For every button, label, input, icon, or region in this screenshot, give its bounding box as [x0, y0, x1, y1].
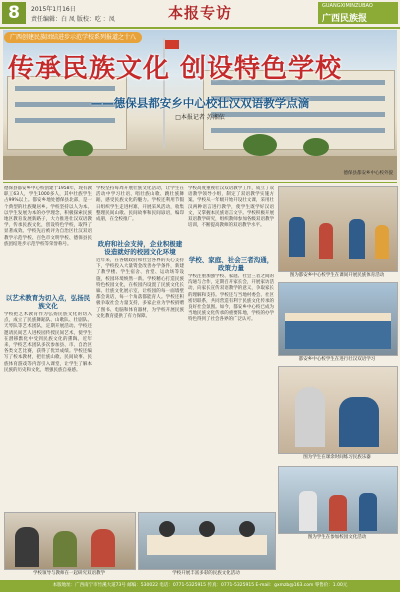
section-heading: 以艺术教育为切入点，弘扬民族文化	[5, 294, 91, 310]
figure	[319, 223, 333, 259]
caption-3: 图为学生在课余时间练习民族乐器	[303, 455, 371, 460]
header-divider	[0, 27, 400, 29]
divider	[3, 182, 397, 183]
section-heading: 政府和社会支持，企业积极建设造就好的校园文化环境	[97, 240, 183, 256]
schoolyard-ground	[3, 156, 397, 180]
photo-teachers	[4, 512, 136, 570]
students-row	[285, 319, 391, 349]
article-col-2b: 近年来，在各级政府和社会各界的关心支持下，学校投入大量资金改善办学条件，新建了教学楼、学生宿舍、食堂、运动场等设施，校园环境焕然一新。学校精心打造民族特色校园文化，在校园内设置了民族文化长廊、壮族文化展示室，让校园的每一面墙壁都会说话，每一个角落都能育人。学校还积极争取社会力量支持，多家企业为学校捐赠了图书、电脑和体育器材，为学校开展民族文化教育提供了有力保障。	[96, 258, 184, 319]
article-col-2: 学校坚持每周开展壮族文化活动，让学生在活动中学习壮语、唱壮族山歌、跳壮族舞蹈，感受民族文化的魅力。学校还利用节假日组织学生走进村寨，开展采风活动，收集整理民间山歌、民间故事和民间谚语，编印成册，在全校推广。	[96, 186, 184, 223]
desk-row	[285, 313, 391, 321]
caption-1: 图为都安乡中心校学生在课间开展民族体育活动	[289, 273, 385, 278]
article-col-3: 学校高度重视壮汉双语教学工作，成立了双语教学领导小组，制定了双语教学实施方案。学校从一年级开始开设壮文课，采用壮汉两种语言进行教学，使学生既学好汉语文，又掌握本民族语言文字。学校积极开展双语教学研究，组织教师参加各级双语教学培训，不断提高教师的双语教学水平。	[188, 186, 274, 229]
figure	[375, 225, 389, 259]
tree	[243, 134, 277, 156]
subheadline: ——德保县都安乡中心校壮汉双语教学点滴	[90, 96, 310, 110]
figure	[329, 495, 347, 531]
figure	[159, 521, 175, 537]
photo-campus-activity	[278, 466, 398, 534]
byline: □本报记者 苏湘依	[175, 114, 225, 121]
article-col-3b: 学校注重加强学校、家庭、社会三者之间的沟通与合作，定期召开家长会，开展家访活动，向家长宣传双语教学的意义，争取家长的理解和支持。学校还与当地村委会、社区密切联系，共同营造有利于民族文化传承的良好社会氛围。如今，都安乡中心校已成为当地民族文化传承的重要阵地，学校的办学特色得到了社会各界的广泛认可。	[188, 274, 274, 323]
section-title: 本报专访	[167, 4, 232, 22]
masthead-en: GUANGXIMINZUBAO	[322, 3, 373, 9]
photo-students-activity	[278, 186, 398, 272]
figure	[239, 521, 255, 537]
figure	[91, 529, 115, 567]
page-number: 8	[2, 2, 26, 24]
issue-date: 2015年1月16日	[31, 6, 76, 13]
article-col-1: 德保县都安乡中心校创建于1958年，现有教职工63人，学生1000多人，其中壮族学生占99%以上。都安乡地处德保县北部，是一个典型的壮族聚居乡。学校坚持以人为本、以学生发展为本的办学理念，积极探索民族地区教育发展新路子，大力推进壮汉双语教学，传承民族文化，创设特色学校，取得了显著成效。学校先后被评为自治区壮汉双语教学示范学校、百色市文明学校、德保县民族团结进步示范学校等荣誉称号。	[4, 186, 92, 247]
photo-music	[278, 366, 398, 454]
figure	[289, 217, 305, 257]
caption-5: 学校领导与教师在一起研究双语教学	[33, 571, 105, 576]
editor-credits: 责任编辑：白 凤 版校：吃 ：凤	[31, 16, 115, 23]
photo-classroom	[278, 282, 398, 356]
tree	[303, 138, 329, 156]
photo-caption: 德保县都安乡中心校外貌	[343, 171, 393, 176]
figure	[295, 387, 325, 447]
figure	[349, 219, 365, 259]
figure	[53, 531, 77, 567]
table	[147, 535, 267, 555]
footer: 本版地址：广西南宁市竹溪大道73号 邮编：530022 电话：0771-5325915 传真：0771-5325915 E-mail：gxmzb@163.com 零售价：1.00元	[0, 580, 400, 592]
headline: 传承民族文化 创设特色学校	[8, 54, 343, 84]
photo-culture-activity	[138, 512, 276, 570]
caption-4: 图为学生在参加校园文化活动	[307, 535, 367, 540]
figure	[339, 397, 379, 447]
section-heading: 学校、家庭、社会三者沟通，政策力量	[188, 256, 274, 272]
series-banner: 广西创建民族团结进步示范学校系列报道之十八	[4, 32, 142, 43]
figure	[15, 527, 39, 567]
caption-6: 学校开展丰富多彩的民族文化活动	[172, 571, 240, 576]
figure	[359, 493, 377, 531]
caption-2: 都安乡中心校学生在进行壮汉双语学习	[298, 357, 376, 362]
window-row	[15, 86, 115, 91]
figure	[299, 491, 317, 531]
article-col-1b: 学校把艺术教育作为弘扬民族文化的切入点，成立了民族舞蹈队、山歌队、壮剧队、天琴队等艺术团队，定期开展活动。学校还邀请民间艺人进校园传授民间艺术，使学生在潜移默化中受到民族文化的熏陶。近年来，学校艺术团队多次参加县、市、自治区各类文艺比赛，获得了优异成绩。学校还编写了校本教材，把壮族山歌、民间故事、民族体育游戏等内容引入课堂，让学生了解本民族的历史和文化，增强民族自豪感。	[4, 312, 92, 373]
figure	[199, 521, 215, 537]
page-header	[0, 0, 400, 27]
masthead-cn: 广西民族报	[322, 14, 368, 24]
window-row	[211, 128, 385, 133]
